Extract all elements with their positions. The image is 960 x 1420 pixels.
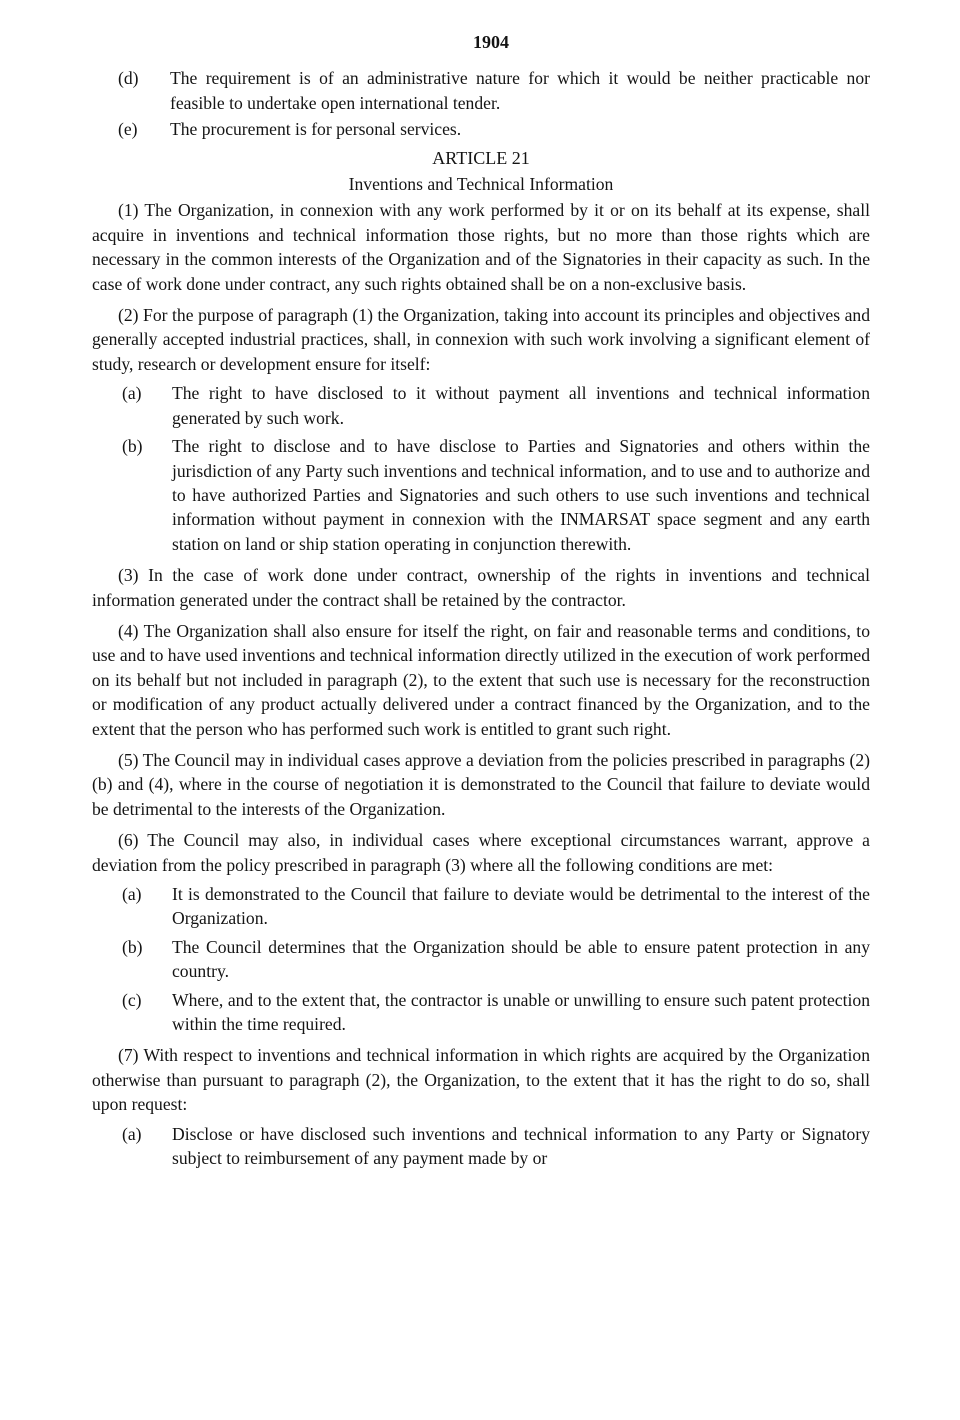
item-label: (a) (122, 1123, 142, 1144)
document-page (92, 30, 870, 1170)
article-title: Inventions and Technical Information (348, 174, 614, 195)
paragraph-5: (5) The Council may in individual cases approve a deviation from the policies prescribed in paragraphs (2)(b) and (4), where in the course of negotiation it is demonstrated to the Council that failure to deviate would be detrimental to the interests of the Organization. (92, 749, 870, 819)
paragraph-7: (7) With respect to inventions and technical information in which rights are acquired by the Organization otherwise than pursuant to paragraph (2), the Organization, to the extent that it has the right to do so, shall upon request: (92, 1045, 870, 1115)
article-heading: ARTICLE 21 (432, 147, 530, 168)
paragraph-1: (1) The Organization, in connexion with any work performed by it or on its behalf at its expense, shall acquire in inventions and technical information those rights, but no more than those rights which are necessary in the common interests of the Organization and of the Signatories in their capacity as such. In the case of work done under contract, any such rights obtained shall be on a non-exclusive basis. (92, 200, 870, 294)
list-item (122, 381, 870, 430)
item-label: (a) (122, 884, 142, 904)
paragraph-2: (2) For the purpose of paragraph (1) the Organization, taking into account its principles and objectives and generally accepted industrial practices, shall, in connexion with such work involving a significant element of study, research or development ensure for itself: (92, 305, 870, 374)
item-label: (b) (122, 436, 143, 457)
item-label: (a) (122, 383, 142, 404)
item-text: Disclose or have disclosed such inventions and technical information to any Party or Signatory subject to reimbursement of any payment made by or (172, 1123, 870, 1169)
item-text: The procurement is for personal services. (170, 119, 462, 140)
top-list (92, 66, 870, 141)
paragraph-6: (6) The Council may also, in individual cases where exceptional circumstances warrant, approve a deviation from the policy prescribed in paragraph (3) where all the following conditions are met: (92, 830, 870, 875)
item-label: (e) (118, 119, 138, 140)
list-item (118, 117, 870, 141)
list-item (122, 1122, 870, 1171)
item-text: Where, and to the extent that, the contractor is unable or unwilling to ensure such patent protection within the time required. (172, 989, 870, 1035)
list-item (122, 882, 870, 931)
list-item (122, 935, 870, 984)
list-item (122, 434, 870, 556)
item-label: (d) (118, 68, 139, 89)
item-text: The right to disclose and to have disclose to Parties and Signatories and others within the jurisdiction of any Party such inventions and technical information, and to use and to authorize and to have authorized Parties and Signatories and such others to use such inventions and technical information without payment in connexion with the INMARSAT space segment and any earth station on land or ship station operating in conjunction therewith. (172, 436, 870, 554)
item-text: It is demonstrated to the Council that failure to deviate would be detrimental to the interest of the Organization. (172, 884, 870, 929)
paragraph-6-list (92, 882, 870, 1036)
paragraph-7-list (92, 1122, 870, 1171)
paragraph-3: (3) In the case of work done under contract, ownership of the rights in inventions and technical information generated under the contract shall be retained by the contractor. (92, 565, 870, 610)
item-text: The requirement is of an administrative nature for which it would be neither practicable nor feasible to undertake open international tender. (170, 68, 870, 113)
item-text: The Council determines that the Organization should be able to ensure patent protection in any country. (172, 936, 870, 982)
list-item (118, 66, 870, 115)
item-text: The right to have disclosed to it without payment all inventions and technical information generated by such work. (172, 383, 870, 428)
item-label: (c) (122, 989, 142, 1010)
item-label: (b) (122, 936, 143, 957)
paragraph-2-list (92, 381, 870, 556)
list-item (122, 988, 870, 1037)
page-number: 1904 (473, 32, 509, 52)
paragraph-4: (4) The Organization shall also ensure for itself the right, on fair and reasonable terms and conditions, to use and to have used inventions and technical information directly utilized in the execution of work performed on its behalf but not included in paragraph (2), to the extent that such use is necessary for the reconstruction or modification of any product actually delivered under a contract financed by the Organization, and to the extent that the person who has performed such work is entitled to grant such right. (92, 620, 870, 739)
